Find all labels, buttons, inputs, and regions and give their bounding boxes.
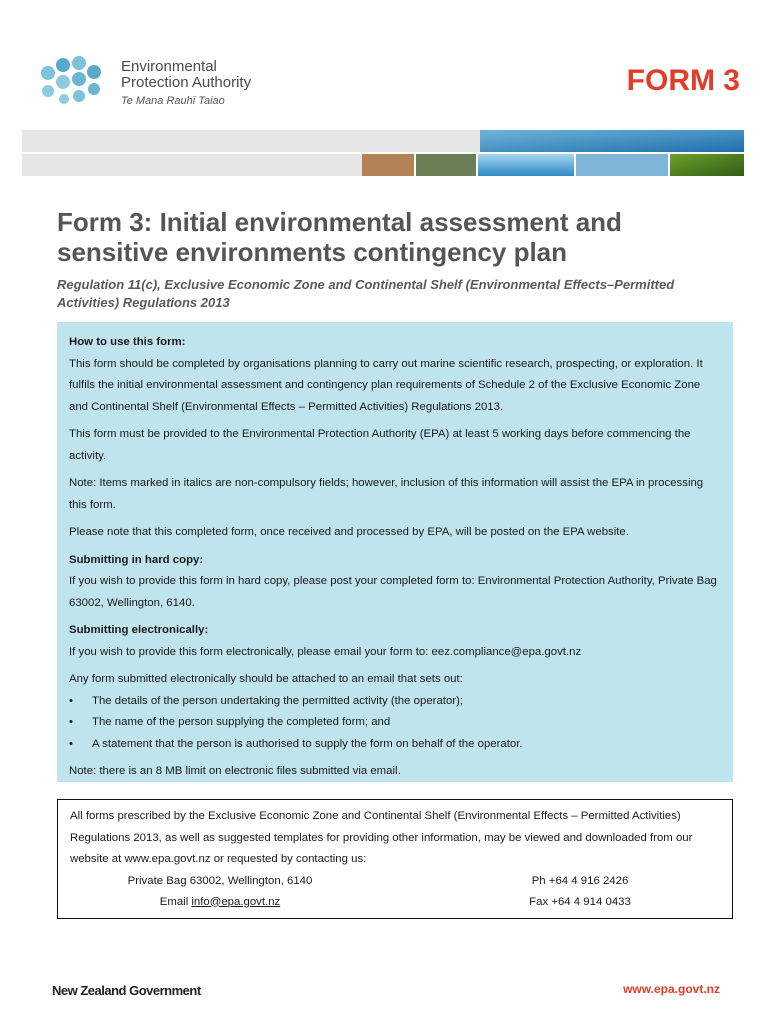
email-contact — [110, 892, 330, 914]
instructions-paragraph-3: Note: Items marked in italics are non-compulsory fields; however, inclusion of this information will assist the EPA in processing this form. — [69, 477, 704, 511]
instructions-box — [57, 322, 733, 782]
list-item: • A statement that the person is authorised to supply the form on behalf of the operator. — [69, 734, 721, 756]
instructions-paragraph-4: Please note that this completed form, once received and processed by EPA, will be posted on the EPA website. — [69, 526, 629, 538]
contact-row-2 — [70, 892, 720, 913]
list-item: • The name of the person supplying the completed form; and — [69, 712, 721, 734]
email-link[interactable]: info@epa.govt.nz — [191, 895, 281, 908]
instructions-paragraph-2: This form must be provided to the Environmental Protection Authority (EPA) at least 5 working days before commencing the activity. — [69, 428, 691, 462]
list-item: • The details of the person undertaking the permitted activity (the operator); — [69, 691, 721, 713]
nz-government-logo: New Zealand Government — [52, 983, 201, 998]
page-subtitle: Regulation 11(c), Exclusive Economic Zone and Continental Shelf (Environmental Effects–Permitted Activities) Regulations 2013 — [57, 277, 675, 310]
electronic-heading: Submitting electronically: — [69, 624, 209, 636]
page-title: Form 3: Initial environmental assessment and sensitive environments contingency plan — [57, 207, 622, 267]
website-link[interactable]: www.epa.govt.nz — [623, 982, 720, 996]
fax-number: Fax +64 4 914 0433 — [529, 895, 631, 908]
org-line2: Protection Authority — [121, 74, 252, 91]
instructions-paragraph-1: This form should be completed by organisations planning to carry out marine scientific research, prospecting, or exploration. It fulfils the initial environmental assessment and contingency plan requirements of Schedule 2 of the Exclusive Economic Zone and Continental Shelf (Environmental Effects – Permitted Activities) Regulations 2013. — [69, 357, 703, 413]
epa-logo-icon — [36, 55, 116, 115]
org-tagline: Te Mana Rauhī Taiao — [121, 95, 225, 107]
contact-row-1 — [70, 871, 720, 892]
org-name — [121, 59, 251, 109]
org-line1: Environmental — [121, 58, 217, 75]
electronic-text: If you wish to provide this form electronically, please email your form to: eez.compliance@epa.govt.nz — [69, 645, 582, 658]
form-number-label: FORM 3 — [626, 64, 740, 97]
hard-copy-heading: Submitting in hard copy: — [69, 553, 204, 566]
contact-intro: All forms prescribed by the Exclusive Economic Zone and Continental Shelf (Environmental Effects – Permitted Activities) Regulations 2013, as well as suggested templates for providing other information, may be viewed and downloaded from our website at www.epa.govt.nz or requested by contacting us: — [70, 810, 693, 865]
how-to-use-heading: How to use this form: — [69, 336, 186, 348]
contact-box — [57, 799, 733, 919]
file-size-note: Note: there is an 8 MB limit on electronic files submitted via email. — [69, 765, 401, 777]
epa-logo — [36, 55, 286, 115]
phone-number: Ph +64 4 916 2426 — [531, 874, 629, 887]
header-band-bottom — [22, 154, 362, 176]
email-requirements-list — [69, 691, 721, 756]
email-label: Email — [159, 895, 192, 908]
postal-address: Private Bag 63002, Wellington, 6140 — [127, 874, 313, 887]
hard-copy-text: If you wish to provide this form in hard copy, please post your completed form to: Environmental Protection Authority, Private Bag 63002, Wellington, 6140. — [69, 575, 717, 609]
nature-image-strip — [362, 130, 744, 176]
electronic-intro: Any form submitted electronically should be attached to an email that sets out: — [69, 673, 463, 685]
